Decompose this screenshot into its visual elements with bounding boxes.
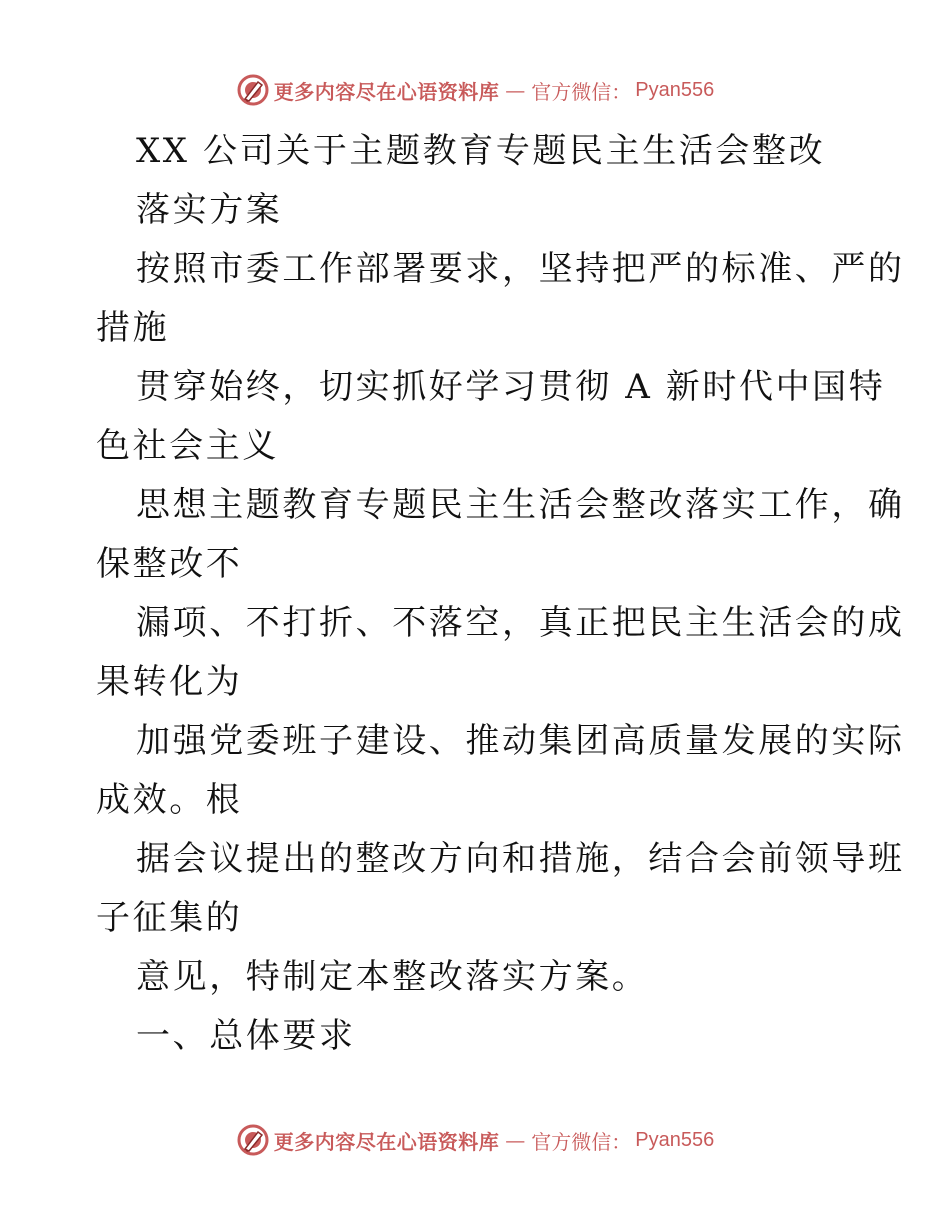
document-line: 果转化为	[96, 662, 243, 702]
document-line: 加强党委班子建设、推动集团高质量发展的实际	[136, 721, 905, 761]
pen-logo-icon	[236, 1123, 270, 1157]
document-line: XX 公司关于主题教育专题民主生活会整改	[136, 131, 826, 171]
document-line: 据会议提出的整改方向和措施，结合会前领导班	[136, 839, 905, 879]
watermark-wechat-id: Pyan556	[635, 78, 715, 101]
document-line: 落实方案	[136, 190, 283, 230]
document-line: 色社会主义	[96, 426, 279, 466]
watermark-text: 更多内容尽在心语资料库	[273, 79, 500, 104]
watermark-wechat-id: Pyan556	[635, 1128, 715, 1151]
pen-logo-icon	[236, 73, 270, 107]
watermark-wechat-label: 官方微信：	[531, 79, 632, 104]
document-line: 成效。根	[96, 780, 243, 820]
document-line: 贯穿始终，切实抓好学习贯彻 A 新时代中国特	[136, 367, 886, 407]
document-line: 意见，特制定本整改落实方案。	[136, 957, 649, 997]
document-line: 按照市委工作部署要求，坚持把严的标准、严的	[136, 249, 905, 289]
document-line: 保整改不	[96, 544, 243, 584]
header-watermark	[0, 70, 950, 110]
document-line: 漏项、不打折、不落空，真正把民主生活会的成	[136, 603, 905, 643]
section-heading: 一、总体要求	[136, 1016, 356, 1056]
watermark-text: 更多内容尽在心语资料库	[273, 1129, 500, 1154]
document-line: 思想主题教育专题民主生活会整改落实工作，确	[136, 485, 905, 525]
footer-watermark	[0, 1120, 950, 1160]
document-line: 子征集的	[96, 898, 243, 938]
watermark-dash: —	[505, 1128, 526, 1152]
watermark-wechat-label: 官方微信：	[531, 1129, 632, 1154]
watermark-dash: —	[505, 78, 526, 102]
document-line: 措施	[96, 308, 170, 348]
document-body	[96, 122, 905, 1066]
